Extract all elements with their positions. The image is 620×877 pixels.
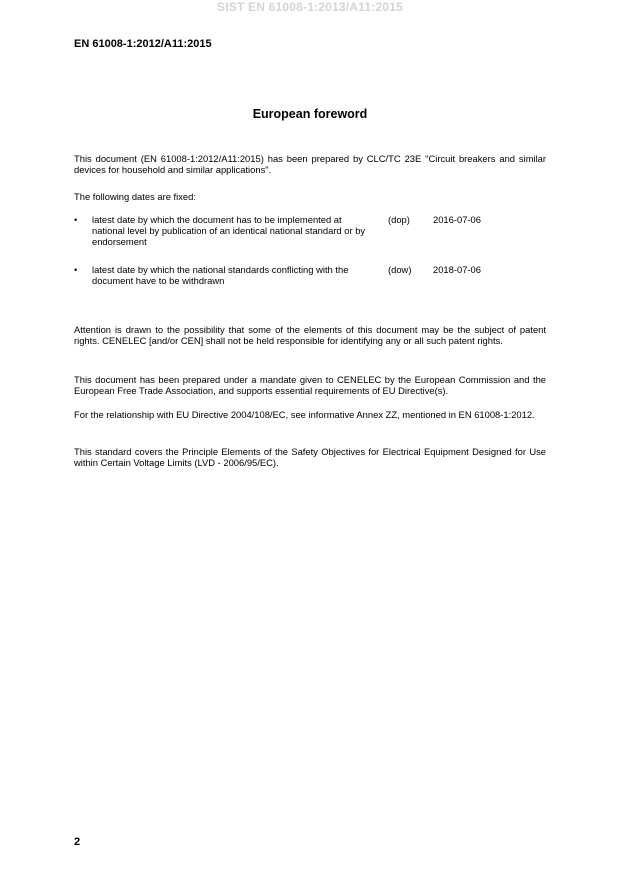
document-id: EN 61008-1:2012/A11:2015 [74,38,212,50]
date-item-code: (dop) [388,214,410,225]
bullet-icon: • [74,214,78,225]
watermark: SIST EN 61008-1:2013/A11:2015 [217,0,403,14]
relationship-paragraph: For the relationship with EU Directive 2004/108/EC, see informative Annex ZZ, mentioned in EN 61008-1:2012. [74,409,535,420]
bullet-icon: • [74,264,78,275]
date-item-dow [74,264,546,304]
date-item-text: latest date by which the document has to be implemented at national level by publication of an identical national standard or by endorsement [92,214,366,247]
page-number: 2 [74,836,81,848]
date-item-date: 2016-07-06 [433,214,481,225]
date-item-code: (dow) [388,264,412,275]
mandate-paragraph: This document has been prepared under a mandate given to CENELEC by the European Commission and the European Free Trade Association, and supports essential requirements of EU Directive(s). [74,374,546,396]
date-item-dop [74,214,546,254]
patent-paragraph: Attention is drawn to the possibility that some of the elements of this document may be the subject of patent rights. CENELEC [and/or CEN] shall not be held responsible for identifying any or all such patent rights. [74,324,546,346]
dates-intro-paragraph: The following dates are fixed: [74,191,196,202]
lvd-paragraph: This standard covers the Principle Elements of the Safety Objectives for Electrical Equipment Designed for Use within Certain Voltage Limits (LVD - 2006/95/EC). [74,446,546,468]
page-title: European foreword [252,107,368,121]
date-item-text: latest date by which the national standards conflicting with the document have to be withdrawn [92,264,349,286]
date-item-date: 2018-07-06 [433,264,481,275]
intro-paragraph: This document (EN 61008-1:2012/A11:2015) has been prepared by CLC/TC 23E "Circuit breakers and similar devices for household and similar applications". [74,153,546,175]
